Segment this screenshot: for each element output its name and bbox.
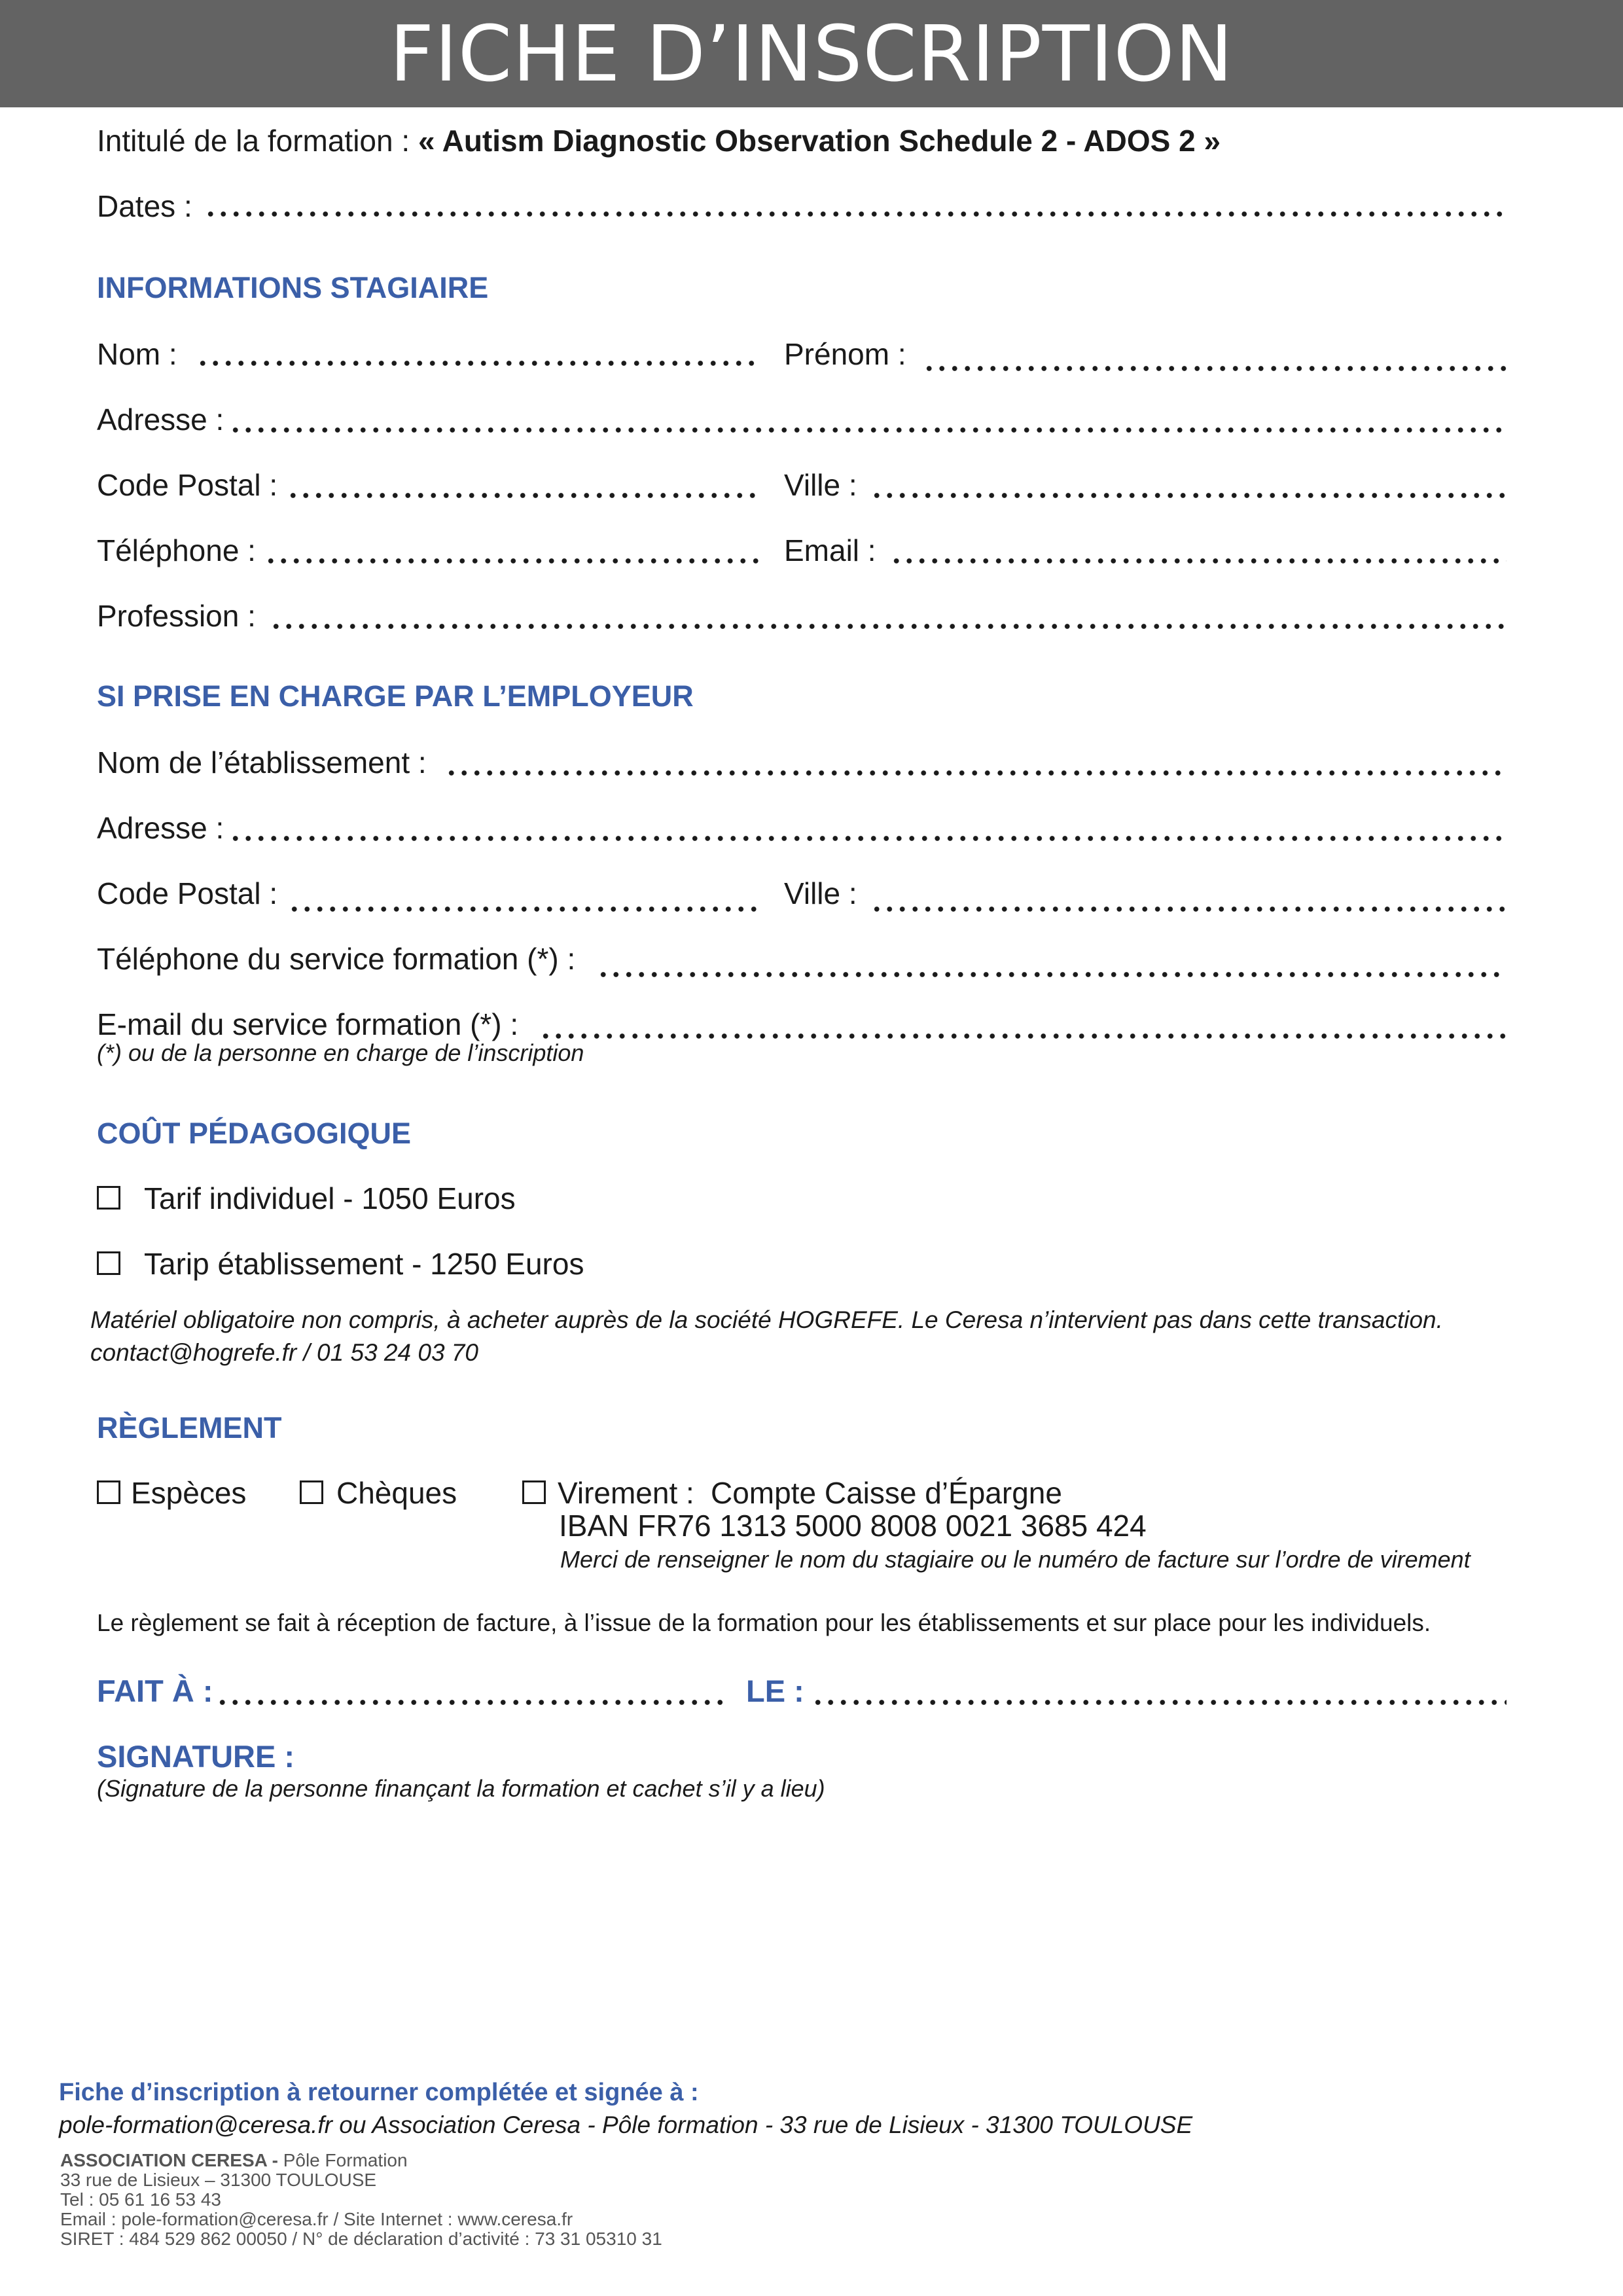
footer-org-name: ASSOCIATION CERESA - (60, 2150, 283, 2170)
trainee-nom-field[interactable] (196, 360, 759, 367)
payment-cheques-label: Chèques (336, 1476, 457, 1510)
le-field[interactable] (812, 1699, 1507, 1706)
employer-nom-field[interactable] (445, 770, 1507, 776)
cost-option1-label: Tarif individuel - 1050 Euros (144, 1181, 516, 1215)
payment-account: Compte Caisse d’Épargne (711, 1476, 1062, 1510)
footer-return-address: pole-formation@ceresa.fr ou Association Ceresa - Pôle formation - 33 rue de Lisieux - 31300 TOULOUSE (59, 2111, 1193, 2138)
cost-heading: COÛT PÉDAGOGIQUE (97, 1117, 412, 1150)
fait-a-field[interactable] (216, 1699, 726, 1706)
trainee-tel-label: Téléphone : (97, 533, 256, 567)
trainee-adresse-label: Adresse : (97, 403, 224, 437)
payment-virement-checkbox[interactable] (522, 1480, 546, 1504)
employer-tel-label: Téléphone du service formation (*) : (97, 942, 576, 976)
fait-a-label: FAIT À : (97, 1674, 213, 1708)
payment-transfer-note: Merci de renseigner le nom du stagiaire ou le numéro de facture sur l’ordre de virement (560, 1546, 1471, 1573)
signature-area[interactable] (97, 1813, 1510, 2062)
payment-heading: RÈGLEMENT (97, 1411, 282, 1444)
le-label: LE : (746, 1674, 804, 1708)
employer-email-label: E-mail du service formation (*) : (97, 1007, 519, 1041)
footer-org-line (60, 2151, 408, 2170)
trainee-cp-field[interactable] (287, 492, 759, 499)
footer-siret: SIRET : 484 529 862 00050 / N° de déclaration d’activité : 73 31 05310 31 (60, 2229, 662, 2249)
footer-email-site: Email : pole-formation@ceresa.fr / Site Internet : www.ceresa.fr (60, 2209, 573, 2229)
trainee-prenom-label: Prénom : (784, 337, 906, 371)
trainee-heading: INFORMATIONS STAGIAIRE (97, 271, 489, 304)
employer-cp-field[interactable] (288, 906, 759, 912)
cost-option2-checkbox[interactable] (97, 1251, 120, 1275)
signature-label: SIGNATURE : (97, 1739, 295, 1774)
trainee-ville-field[interactable] (870, 492, 1507, 499)
footer-org-unit: Pôle Formation (283, 2150, 408, 2170)
trainee-tel-field[interactable] (264, 558, 759, 564)
footer-address: 33 rue de Lisieux – 31300 TOULOUSE (60, 2170, 377, 2190)
trainee-nom-label: Nom : (97, 337, 177, 371)
employer-heading: SI PRISE EN CHARGE PAR L’EMPLOYEUR (97, 679, 694, 713)
cost-note-line1: Matériel obligatoire non compris, à acheter auprès de la société HOGREFE. Le Ceresa n’intervient pas dans cette transaction. (90, 1306, 1443, 1333)
trainee-email-field[interactable] (890, 558, 1507, 564)
signature-note: (Signature de la personne finançant la formation et cachet s’il y a lieu) (97, 1775, 825, 1802)
payment-especes-checkbox[interactable] (97, 1480, 120, 1504)
payment-iban: IBAN FR76 1313 5000 8008 0021 3685 424 (559, 1509, 1147, 1543)
course-label: Intitulé de la formation : (97, 124, 418, 158)
course-name: « Autism Diagnostic Observation Schedule 2 - ADOS 2 » (418, 124, 1221, 158)
trainee-cp-label: Code Postal : (97, 468, 278, 502)
employer-nom-label: Nom de l’établissement : (97, 745, 427, 780)
payment-virement-label: Virement : (558, 1476, 694, 1510)
header-banner (0, 0, 1623, 107)
cost-option2-label: Tarip établissement - 1250 Euros (144, 1247, 584, 1281)
dates-label: Dates : (97, 189, 192, 223)
cost-option1-checkbox[interactable] (97, 1186, 120, 1210)
course-title-line (97, 124, 1221, 158)
employer-email-field[interactable] (539, 1033, 1512, 1039)
footer-return-heading: Fiche d’inscription à retourner complétée et signée à : (59, 2079, 699, 2106)
page-title: FICHE D’INSCRIPTION (389, 9, 1234, 99)
trainee-profession-field[interactable] (270, 623, 1507, 630)
employer-adresse-label: Adresse : (97, 811, 224, 845)
payment-terms: Le règlement se fait à réception de facture, à l’issue de la formation pour les établissements et sur place pour les individuels. (97, 1609, 1431, 1636)
cost-note-line2: contact@hogrefe.fr / 01 53 24 03 70 (90, 1339, 478, 1366)
employer-ville-label: Ville : (784, 876, 857, 910)
trainee-profession-label: Profession : (97, 599, 256, 633)
employer-tel-field[interactable] (597, 971, 1507, 978)
trainee-ville-label: Ville : (784, 468, 857, 502)
trainee-adresse-field[interactable] (229, 427, 1507, 433)
dates-field[interactable] (204, 211, 1507, 217)
payment-especes-label: Espèces (131, 1476, 247, 1510)
trainee-email-label: Email : (784, 533, 876, 567)
trainee-prenom-field[interactable] (923, 365, 1507, 372)
employer-adresse-field[interactable] (229, 835, 1507, 842)
employer-cp-label: Code Postal : (97, 876, 278, 910)
employer-ville-field[interactable] (870, 906, 1507, 912)
payment-cheques-checkbox[interactable] (300, 1480, 323, 1504)
employer-note: (*) ou de la personne en charge de l’inscription (97, 1039, 584, 1066)
footer-tel: Tel : 05 61 16 53 43 (60, 2189, 221, 2210)
